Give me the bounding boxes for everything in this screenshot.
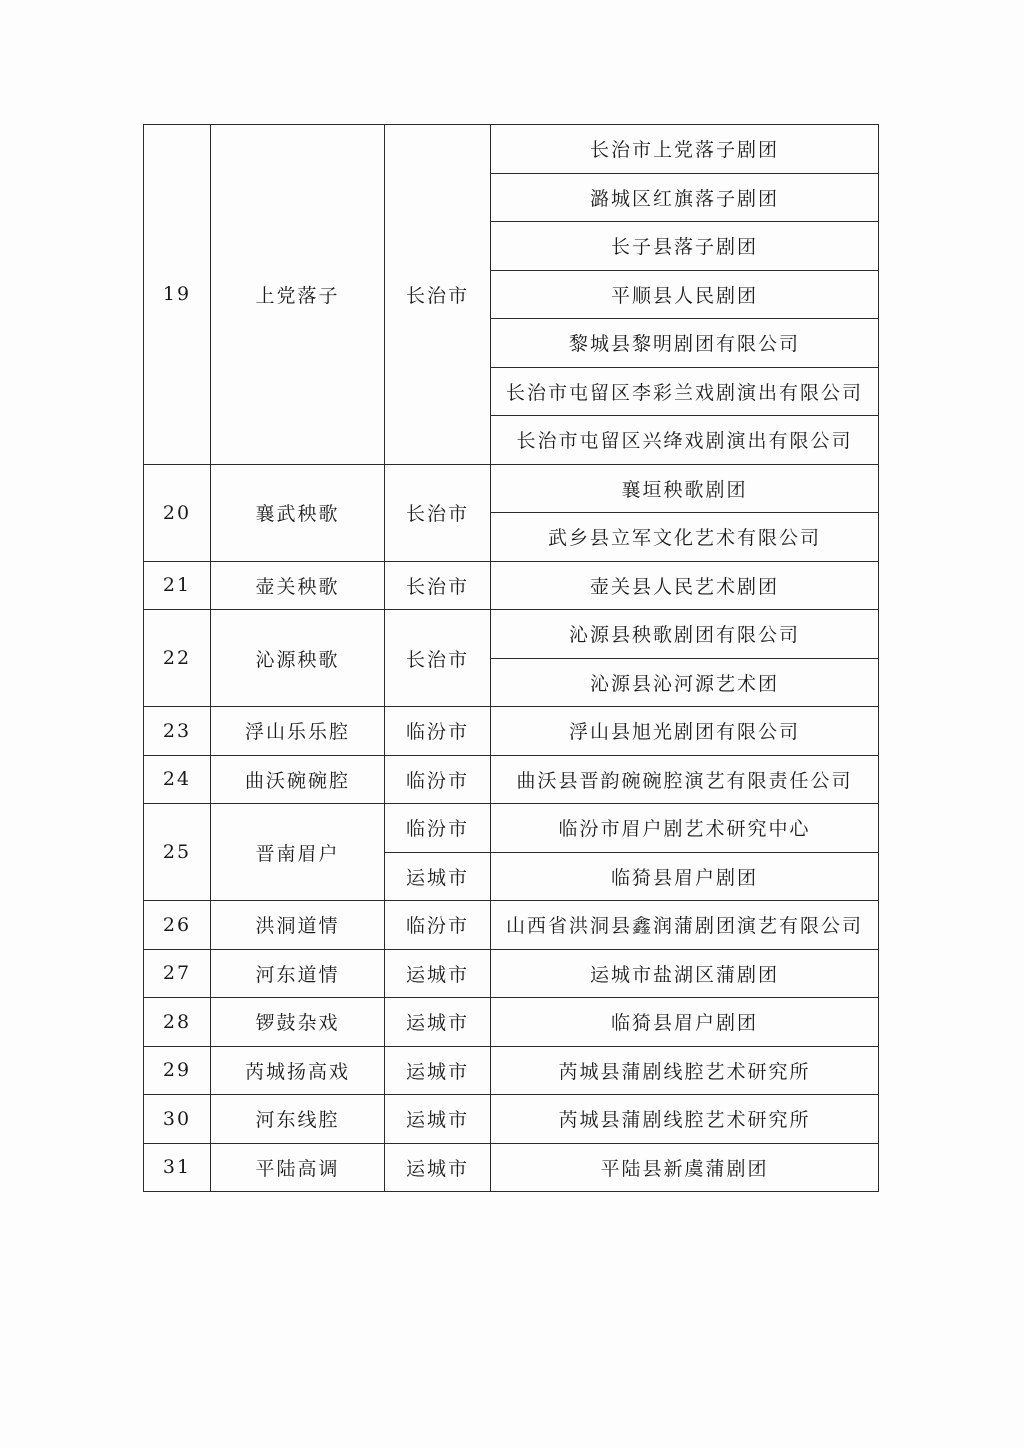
opera-genre: 河东道情 — [211, 949, 385, 998]
city-name: 长治市 — [385, 464, 491, 561]
troupe-name: 长治市上党落子剧团 — [491, 125, 879, 174]
table-row — [144, 949, 879, 998]
opera-genre: 锣鼓杂戏 — [211, 998, 385, 1047]
table-row — [144, 125, 879, 174]
city-name: 运城市 — [385, 998, 491, 1047]
opera-genre: 洪洞道情 — [211, 901, 385, 950]
row-number: 19 — [144, 125, 211, 465]
table-row — [144, 998, 879, 1047]
opera-genre: 浮山乐乐腔 — [211, 707, 385, 756]
row-number: 26 — [144, 901, 211, 950]
troupe-name: 临猗县眉户剧团 — [491, 998, 879, 1047]
row-number: 25 — [144, 804, 211, 901]
troupe-table — [143, 124, 879, 1192]
troupe-name: 武乡县立军文化艺术有限公司 — [491, 513, 879, 562]
city-name: 长治市 — [385, 610, 491, 707]
troupe-name: 山西省洪洞县鑫润蒲剧团演艺有限公司 — [491, 901, 879, 950]
table-row — [144, 561, 879, 610]
table-row — [144, 755, 879, 804]
city-name: 长治市 — [385, 125, 491, 465]
table-row — [144, 1143, 879, 1192]
troupe-name: 芮城县蒲剧线腔艺术研究所 — [491, 1095, 879, 1144]
city-name: 运城市 — [385, 1143, 491, 1192]
city-name: 临汾市 — [385, 755, 491, 804]
table-row — [144, 464, 879, 513]
row-number: 28 — [144, 998, 211, 1047]
row-number: 20 — [144, 464, 211, 561]
row-number: 30 — [144, 1095, 211, 1144]
city-name: 长治市 — [385, 561, 491, 610]
row-number: 29 — [144, 1046, 211, 1095]
troupe-name: 芮城县蒲剧线腔艺术研究所 — [491, 1046, 879, 1095]
opera-genre: 晋南眉户 — [211, 804, 385, 901]
troupe-name: 沁源县沁河源艺术团 — [491, 658, 879, 707]
troupe-name: 浮山县旭光剧团有限公司 — [491, 707, 879, 756]
table-row — [144, 1095, 879, 1144]
troupe-name: 曲沃县晋韵碗碗腔演艺有限责任公司 — [491, 755, 879, 804]
table-row — [144, 610, 879, 659]
city-name: 临汾市 — [385, 804, 491, 853]
opera-genre: 壶关秧歌 — [211, 561, 385, 610]
city-name: 运城市 — [385, 852, 491, 901]
opera-genre: 河东线腔 — [211, 1095, 385, 1144]
opera-genre: 上党落子 — [211, 125, 385, 465]
row-number: 27 — [144, 949, 211, 998]
row-number: 23 — [144, 707, 211, 756]
opera-genre: 芮城扬高戏 — [211, 1046, 385, 1095]
row-number: 22 — [144, 610, 211, 707]
troupe-name: 潞城区红旗落子剧团 — [491, 173, 879, 222]
troupe-name: 平顺县人民剧团 — [491, 270, 879, 319]
opera-genre: 曲沃碗碗腔 — [211, 755, 385, 804]
table-row — [144, 1046, 879, 1095]
table-row — [144, 901, 879, 950]
opera-genre: 沁源秧歌 — [211, 610, 385, 707]
city-name: 运城市 — [385, 949, 491, 998]
city-name: 临汾市 — [385, 707, 491, 756]
troupe-name: 临汾市眉户剧艺术研究中心 — [491, 804, 879, 853]
row-number: 24 — [144, 755, 211, 804]
troupe-name: 壶关县人民艺术剧团 — [491, 561, 879, 610]
troupe-name: 临猗县眉户剧团 — [491, 852, 879, 901]
troupe-name: 运城市盐湖区蒲剧团 — [491, 949, 879, 998]
opera-genre: 平陆高调 — [211, 1143, 385, 1192]
city-name: 运城市 — [385, 1095, 491, 1144]
row-number: 21 — [144, 561, 211, 610]
row-number: 31 — [144, 1143, 211, 1192]
opera-genre: 襄武秧歌 — [211, 464, 385, 561]
troupe-name: 长治市屯留区兴绛戏剧演出有限公司 — [491, 416, 879, 465]
troupe-table-body — [144, 125, 879, 1192]
table-row — [144, 707, 879, 756]
city-name: 运城市 — [385, 1046, 491, 1095]
troupe-name: 长子县落子剧团 — [491, 222, 879, 271]
troupe-name: 平陆县新虞蒲剧团 — [491, 1143, 879, 1192]
troupe-name: 长治市屯留区李彩兰戏剧演出有限公司 — [491, 367, 879, 416]
table-row — [144, 804, 879, 853]
troupe-name: 黎城县黎明剧团有限公司 — [491, 319, 879, 368]
troupe-name: 沁源县秧歌剧团有限公司 — [491, 610, 879, 659]
troupe-name: 襄垣秧歌剧团 — [491, 464, 879, 513]
city-name: 临汾市 — [385, 901, 491, 950]
